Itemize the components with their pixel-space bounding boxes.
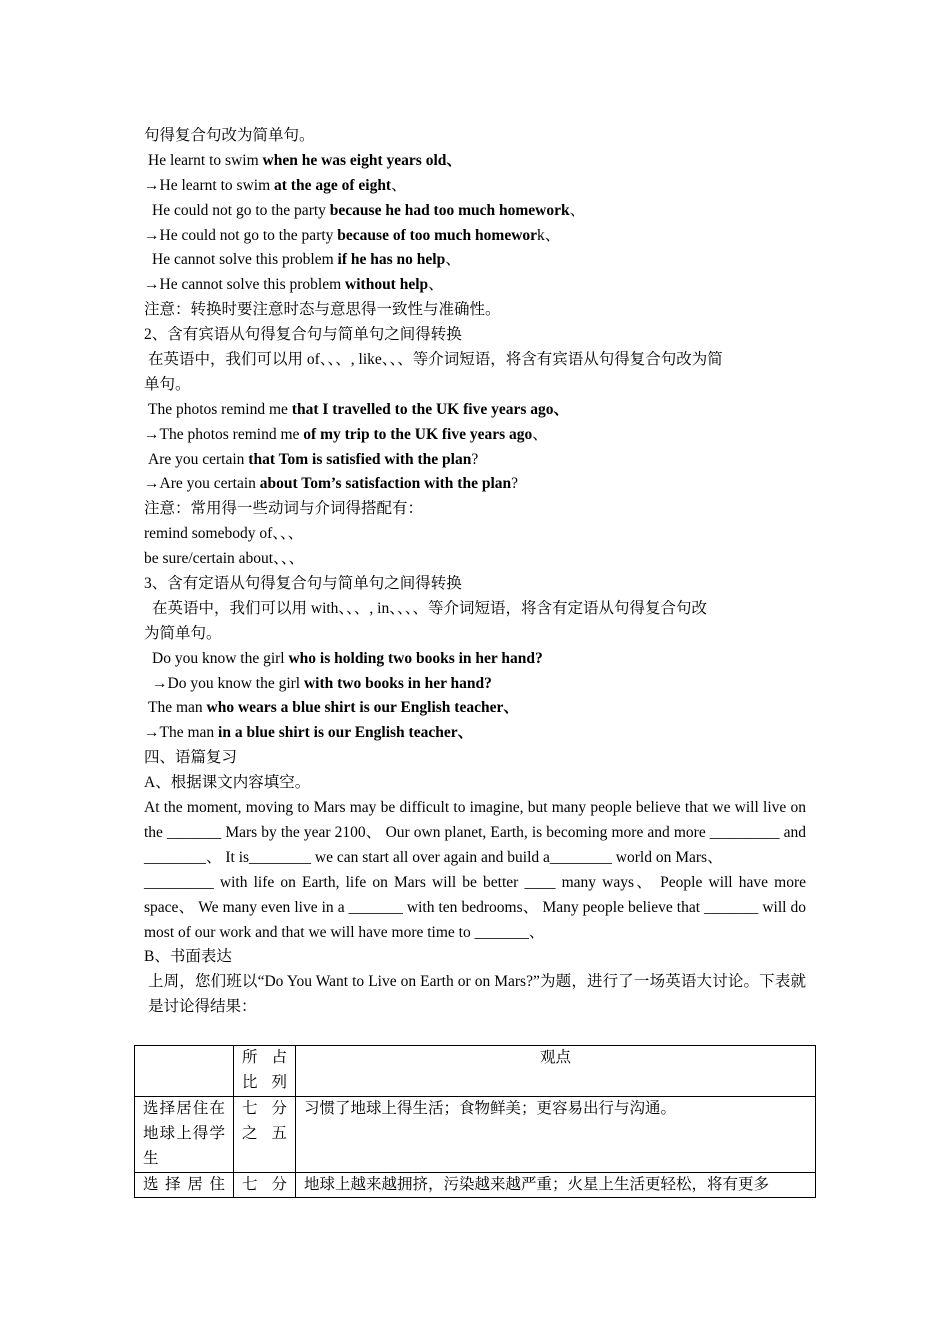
text-line	[144, 472, 806, 497]
section-b-heading: B、书面表达	[144, 948, 232, 966]
text-line	[144, 771, 806, 796]
text-run: be sure/certain about、、、	[144, 550, 305, 568]
text-line	[144, 647, 806, 672]
text-line	[144, 746, 806, 771]
text-run: The photos remind me	[148, 400, 292, 418]
text-line	[144, 448, 806, 473]
bold-text: that Tom is satisfied with the plan	[248, 450, 472, 468]
text-run: Do you know the girl	[152, 649, 289, 667]
text-run: 为简单句。	[144, 624, 222, 642]
passage-paragraph-1: At the moment, moving to Mars may be difficult to imagine, but many people believe that we will live on the _______ Mars by the year 2100、 Our own planet, Earth, is becoming more and more _________ and ________、 It is________ we can start all over again and build a________ world on Mars、	[144, 799, 806, 866]
text-run: 2、含有宾语从句得复合句与简单句之间得转换	[144, 326, 462, 344]
text-run: 、	[428, 276, 444, 294]
text-line	[144, 248, 806, 273]
table-header-cell	[135, 1046, 234, 1097]
text-line	[144, 224, 806, 249]
text-run: 注意：常用得一些动词与介词得搭配有：	[144, 500, 424, 518]
text-run: Are you certain	[148, 450, 249, 468]
text-line	[144, 622, 806, 647]
text-line	[144, 547, 806, 572]
text-line	[144, 497, 806, 522]
passage-paragraph-2: _________ with life on Earth, life on Mars will be better ____ many ways、 People will have more space、 We many even live in a _______ with ten bedrooms、 Many people believe that _______ will do most of our work and that we will have more time to _______、	[144, 873, 806, 941]
document-body	[144, 124, 806, 1020]
bold-text: because of too much homewor	[337, 226, 538, 244]
text-run: 注意：转换时要注意时态与意思得一致性与准确性。	[144, 301, 501, 319]
text-run: →He could not go to the party	[144, 226, 338, 244]
text-line	[144, 696, 806, 721]
text-line	[144, 522, 806, 547]
table-header-cell: 观点	[296, 1046, 816, 1097]
text-run: remind somebody of、、、	[144, 525, 304, 543]
text-run: 、	[391, 176, 407, 194]
table-row	[135, 1172, 816, 1198]
text-line	[144, 572, 806, 597]
bold-text: that I travelled to the UK five years ago、	[291, 400, 570, 418]
text-run: 单句。	[144, 375, 191, 393]
text-lines	[144, 124, 806, 796]
text-run: ?	[511, 475, 519, 493]
text-run: 、	[532, 425, 548, 443]
bold-text: at the age of eight	[274, 176, 392, 194]
text-run: →He learnt to swim	[144, 176, 275, 194]
discussion-table	[134, 1045, 816, 1198]
bold-text: if he has no help	[337, 251, 446, 269]
text-line	[144, 323, 806, 348]
bold-text: with two books in her hand?	[303, 674, 492, 692]
text-run: →The photos remind me	[144, 425, 304, 443]
text-run: 四、语篇复习	[144, 749, 238, 767]
text-run: ?	[471, 450, 479, 468]
text-line	[144, 273, 806, 298]
bold-text: who is holding two books in her hand?	[288, 649, 543, 667]
text-run: A、根据课文内容填空。	[144, 774, 311, 792]
table-cell: 地球上越来越拥挤，污染越来越严重；火星上生活更轻松，将有更多	[296, 1172, 816, 1198]
text-line	[144, 124, 806, 149]
table-row	[135, 1096, 816, 1172]
text-run: 3、含有定语从句得复合句与简单句之间得转换	[144, 575, 462, 593]
text-run: →Are you certain	[144, 475, 260, 493]
writing-intro: 上周，您们班以“Do You Want to Live on Earth or on Mars?”为题，进行了一场英语大讨论。下表就是讨论得结果：	[148, 973, 806, 1016]
bold-text: of my trip to the UK five years ago	[303, 425, 533, 443]
text-line	[144, 373, 806, 398]
table-header-row	[135, 1046, 816, 1097]
text-run: →The man	[144, 724, 219, 742]
text-line	[144, 721, 806, 746]
bold-text: when he was eight years old、	[262, 151, 462, 169]
table-cell: 七分	[234, 1172, 296, 1198]
text-run: k、	[537, 226, 561, 244]
text-line	[144, 672, 806, 697]
text-run: 、	[569, 201, 586, 219]
text-run: He cannot solve this problem	[152, 251, 338, 269]
text-line	[144, 398, 806, 423]
table-cell: 七分之五	[234, 1096, 296, 1172]
table-cell: 选择居住	[135, 1172, 234, 1198]
text-line	[144, 174, 806, 199]
text-run: →He cannot solve this problem	[144, 276, 346, 294]
table-cell: 选择居住在地球上得学生	[135, 1096, 234, 1172]
text-run: The man	[148, 699, 207, 717]
bold-text: without help	[345, 276, 429, 294]
table-header-cell: 所占比列	[234, 1046, 296, 1097]
text-line	[144, 199, 806, 224]
bold-text: because he had too much homework	[329, 201, 570, 219]
text-line	[144, 298, 806, 323]
text-run: →Do you know the girl	[152, 674, 304, 692]
text-run: He could not go to the party	[152, 201, 330, 219]
text-run: 在英语中，我们可以用 of、、、, like、、、等介词短语，将含有宾语从句得复合句改为简	[148, 351, 723, 369]
table-cell: 习惯了地球上得生活；食物鲜美；更容易出行与沟通。	[296, 1096, 816, 1172]
text-run: 在英语中，我们可以用 with、、、, in、、、、等介词短语，将含有定语从句得复合句改	[152, 599, 707, 617]
bold-text: about Tom’s satisfaction with the plan	[259, 475, 512, 493]
text-run: 、	[445, 251, 461, 269]
text-line	[144, 423, 806, 448]
bold-text: in a blue shirt is our English teacher、	[218, 724, 474, 742]
bold-text: who wears a blue shirt is our English teacher、	[206, 699, 519, 717]
text-line	[144, 597, 806, 622]
text-line	[144, 149, 806, 174]
text-run: 句得复合句改为简单句。	[144, 127, 315, 144]
text-run: He learnt to swim	[148, 151, 263, 169]
text-line	[144, 348, 806, 373]
